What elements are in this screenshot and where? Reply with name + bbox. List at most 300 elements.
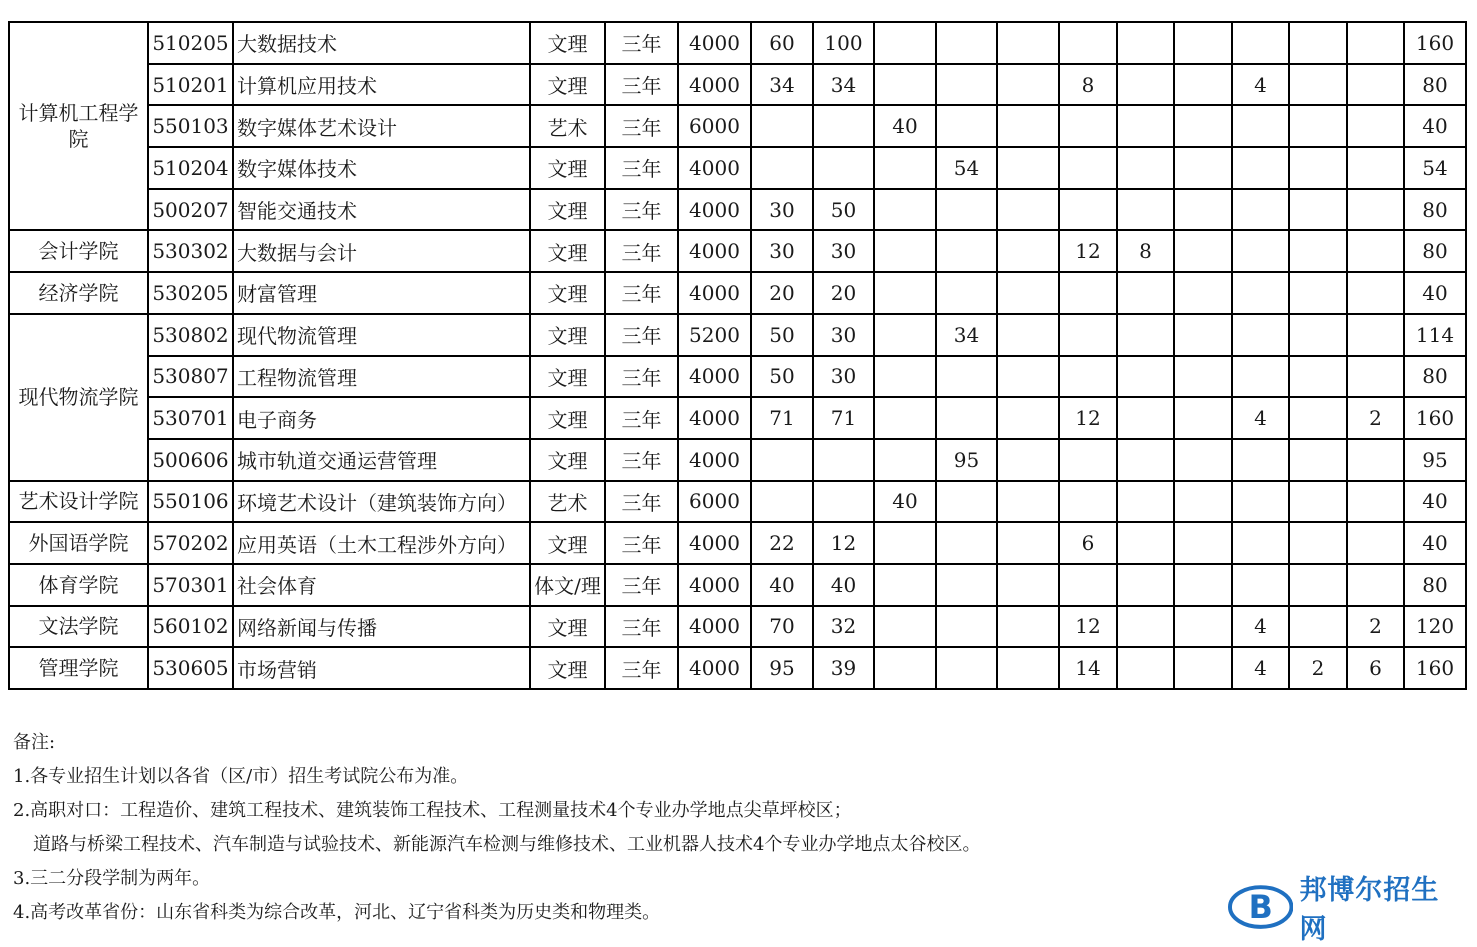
quota-cell: 30 (751, 230, 813, 272)
duration-cell: 三年 (605, 64, 678, 106)
quota-cell (1117, 564, 1174, 606)
quota-cell (1117, 147, 1174, 189)
quota-cell: 95 (751, 647, 813, 689)
college-cell: 现代物流学院 (9, 314, 148, 481)
quota-cell (997, 397, 1059, 439)
quota-cell (997, 230, 1059, 272)
table-row (9, 22, 1466, 64)
quota-cell (1174, 272, 1232, 314)
quota-cell: 30 (813, 314, 874, 356)
quota-cell: 50 (813, 189, 874, 231)
quota-cell: 20 (813, 272, 874, 314)
tuition-cell: 4000 (678, 230, 751, 272)
quota-cell (997, 189, 1059, 231)
tuition-cell: 4000 (678, 64, 751, 106)
quota-cell (936, 522, 997, 564)
table-body (9, 22, 1466, 689)
quota-cell (1059, 22, 1117, 64)
table-row (9, 481, 1466, 523)
quota-cell (1174, 64, 1232, 106)
quota-cell (936, 647, 997, 689)
quota-cell (936, 189, 997, 231)
quota-cell (1059, 147, 1117, 189)
major-code-cell: 530802 (148, 314, 233, 356)
duration-cell: 三年 (605, 564, 678, 606)
quota-cell (1059, 564, 1117, 606)
major-code-cell: 530205 (148, 272, 233, 314)
watermark-text: 邦博尔招生网 (1299, 875, 1440, 945)
table-row (9, 147, 1466, 189)
quota-cell (1232, 481, 1289, 523)
quota-cell (1289, 230, 1347, 272)
quota-cell (1232, 522, 1289, 564)
quota-cell (1289, 397, 1347, 439)
note-item: 2.高职对口：工程造价、建筑工程技术、建筑装饰工程技术、工程测量技术4个专业办学地点尖草坪校区； (13, 800, 852, 821)
total-cell: 160 (1404, 397, 1466, 439)
duration-cell: 三年 (605, 481, 678, 523)
major-name-cell: 现代物流管理 (233, 314, 530, 356)
quota-cell: 32 (813, 606, 874, 648)
quota-cell (997, 439, 1059, 481)
quota-cell (1174, 522, 1232, 564)
total-cell: 40 (1404, 481, 1466, 523)
quota-cell: 71 (813, 397, 874, 439)
quota-cell (1117, 647, 1174, 689)
quota-cell (1289, 272, 1347, 314)
quota-cell: 4 (1232, 606, 1289, 648)
quota-cell (1059, 356, 1117, 398)
duration-cell: 三年 (605, 439, 678, 481)
quota-cell (1174, 647, 1232, 689)
major-code-cell: 500207 (148, 189, 233, 231)
quota-cell: 14 (1059, 647, 1117, 689)
major-code-cell: 570202 (148, 522, 233, 564)
quota-cell (936, 564, 997, 606)
major-name-cell: 电子商务 (233, 397, 530, 439)
quota-cell: 2 (1347, 397, 1404, 439)
quota-cell (997, 272, 1059, 314)
category-cell: 艺术 (530, 105, 605, 147)
quota-cell: 30 (813, 356, 874, 398)
quota-cell (1174, 230, 1232, 272)
quota-cell (1174, 564, 1232, 606)
category-cell: 文理 (530, 272, 605, 314)
category-cell: 文理 (530, 397, 605, 439)
quota-cell: 12 (1059, 230, 1117, 272)
quota-cell: 40 (813, 564, 874, 606)
quota-cell (936, 64, 997, 106)
major-name-cell: 社会体育 (233, 564, 530, 606)
quota-cell (997, 606, 1059, 648)
tuition-cell: 6000 (678, 105, 751, 147)
quota-cell (1174, 314, 1232, 356)
watermark-logo (1228, 875, 1466, 945)
quota-cell (1059, 314, 1117, 356)
quota-cell (997, 314, 1059, 356)
category-cell: 文理 (530, 64, 605, 106)
quota-cell (1347, 64, 1404, 106)
quota-cell (1347, 439, 1404, 481)
tuition-cell: 4000 (678, 272, 751, 314)
table-row (9, 189, 1466, 231)
college-cell: 管理学院 (9, 647, 148, 689)
notes-heading: 备注: (13, 732, 56, 753)
total-cell: 80 (1404, 230, 1466, 272)
total-cell: 40 (1404, 522, 1466, 564)
category-cell: 文理 (530, 147, 605, 189)
quota-cell (1174, 147, 1232, 189)
duration-cell: 三年 (605, 105, 678, 147)
quota-cell (1347, 22, 1404, 64)
quota-cell (1289, 481, 1347, 523)
major-code-cell: 550106 (148, 481, 233, 523)
quota-cell (874, 522, 936, 564)
category-cell: 文理 (530, 647, 605, 689)
duration-cell: 三年 (605, 606, 678, 648)
tuition-cell: 4000 (678, 356, 751, 398)
quota-cell (874, 64, 936, 106)
quota-cell (1289, 314, 1347, 356)
duration-cell: 三年 (605, 356, 678, 398)
total-cell: 40 (1404, 105, 1466, 147)
category-cell: 文理 (530, 314, 605, 356)
quota-cell: 40 (874, 481, 936, 523)
category-cell: 文理 (530, 356, 605, 398)
note-item: 4.高考改革省份：山东省科类为综合改革，河北、辽宁省科类为历史类和物理类。 (13, 902, 661, 923)
quota-cell (1174, 189, 1232, 231)
duration-cell: 三年 (605, 522, 678, 564)
college-cell: 外国语学院 (9, 522, 148, 564)
quota-cell (874, 356, 936, 398)
duration-cell: 三年 (605, 314, 678, 356)
note-item: 1.各专业招生计划以各省（区/市）招生考试院公布为准。 (13, 766, 469, 787)
major-code-cell: 560102 (148, 606, 233, 648)
quota-cell (751, 439, 813, 481)
quota-cell (1347, 314, 1404, 356)
quota-cell (1289, 22, 1347, 64)
quota-cell (997, 564, 1059, 606)
major-name-cell: 数字媒体艺术设计 (233, 105, 530, 147)
quota-cell (1059, 189, 1117, 231)
duration-cell: 三年 (605, 272, 678, 314)
quota-cell (751, 105, 813, 147)
major-code-cell: 570301 (148, 564, 233, 606)
major-code-cell: 510205 (148, 22, 233, 64)
total-cell: 80 (1404, 64, 1466, 106)
quota-cell: 8 (1059, 64, 1117, 106)
quota-cell: 12 (1059, 606, 1117, 648)
table-row (9, 522, 1466, 564)
total-cell: 40 (1404, 272, 1466, 314)
quota-cell: 4 (1232, 647, 1289, 689)
quota-cell (1232, 356, 1289, 398)
svg-text:B: B (1248, 889, 1273, 926)
quota-cell (1117, 522, 1174, 564)
quota-cell (1289, 64, 1347, 106)
quota-cell (1347, 356, 1404, 398)
major-name-cell: 智能交通技术 (233, 189, 530, 231)
quota-cell (1232, 314, 1289, 356)
major-code-cell: 530605 (148, 647, 233, 689)
quota-cell (1347, 230, 1404, 272)
major-name-cell: 网络新闻与传播 (233, 606, 530, 648)
tuition-cell: 4000 (678, 522, 751, 564)
quota-cell (1289, 439, 1347, 481)
quota-cell: 6 (1059, 522, 1117, 564)
quota-cell (1174, 439, 1232, 481)
total-cell: 160 (1404, 22, 1466, 64)
major-code-cell: 530701 (148, 397, 233, 439)
quota-cell (1117, 272, 1174, 314)
quota-cell: 34 (813, 64, 874, 106)
duration-cell: 三年 (605, 22, 678, 64)
quota-cell (813, 147, 874, 189)
table-row (9, 606, 1466, 648)
quota-cell (1232, 564, 1289, 606)
quota-cell (1289, 606, 1347, 648)
quota-cell (936, 230, 997, 272)
quota-cell: 22 (751, 522, 813, 564)
total-cell: 80 (1404, 564, 1466, 606)
quota-cell (874, 272, 936, 314)
quota-cell (813, 439, 874, 481)
quota-cell (1232, 105, 1289, 147)
tuition-cell: 4000 (678, 647, 751, 689)
table-row (9, 314, 1466, 356)
quota-cell (1347, 481, 1404, 523)
tuition-cell: 4000 (678, 189, 751, 231)
college-cell: 会计学院 (9, 230, 148, 272)
table-row (9, 439, 1466, 481)
quota-cell (997, 22, 1059, 64)
quota-cell (997, 105, 1059, 147)
quota-cell (874, 22, 936, 64)
quota-cell (1232, 272, 1289, 314)
tuition-cell: 4000 (678, 564, 751, 606)
quota-cell (751, 147, 813, 189)
quota-cell (1232, 230, 1289, 272)
quota-cell (997, 481, 1059, 523)
note-item: 3.三二分段学制为两年。 (13, 868, 211, 889)
quota-cell (1289, 564, 1347, 606)
quota-cell (1174, 606, 1232, 648)
major-code-cell: 510201 (148, 64, 233, 106)
quota-cell: 6 (1347, 647, 1404, 689)
major-name-cell: 数字媒体技术 (233, 147, 530, 189)
quota-cell: 70 (751, 606, 813, 648)
quota-cell (1289, 189, 1347, 231)
table-row (9, 272, 1466, 314)
quota-cell: 34 (751, 64, 813, 106)
quota-cell (874, 564, 936, 606)
tuition-cell: 6000 (678, 481, 751, 523)
major-name-cell: 计算机应用技术 (233, 64, 530, 106)
table-row (9, 647, 1466, 689)
quota-cell: 60 (751, 22, 813, 64)
quota-cell (936, 272, 997, 314)
quota-cell (997, 356, 1059, 398)
quota-cell (936, 356, 997, 398)
quota-cell (1347, 105, 1404, 147)
quota-cell: 30 (751, 189, 813, 231)
category-cell: 文理 (530, 189, 605, 231)
category-cell: 文理 (530, 606, 605, 648)
quota-cell (1059, 439, 1117, 481)
major-name-cell: 应用英语（土木工程涉外方向） (233, 522, 530, 564)
quota-cell: 8 (1117, 230, 1174, 272)
quota-cell (1347, 564, 1404, 606)
category-cell: 文理 (530, 230, 605, 272)
quota-cell (1059, 481, 1117, 523)
quota-cell (874, 314, 936, 356)
quota-cell (1117, 356, 1174, 398)
major-name-cell: 工程物流管理 (233, 356, 530, 398)
quota-cell (1117, 481, 1174, 523)
major-code-cell: 510204 (148, 147, 233, 189)
quota-cell (1347, 147, 1404, 189)
quota-cell (874, 147, 936, 189)
duration-cell: 三年 (605, 189, 678, 231)
table-row (9, 564, 1466, 606)
quota-cell (1232, 22, 1289, 64)
college-cell: 经济学院 (9, 272, 148, 314)
tuition-cell: 5200 (678, 314, 751, 356)
quota-cell: 30 (813, 230, 874, 272)
category-cell: 文理 (530, 439, 605, 481)
quota-cell (874, 439, 936, 481)
college-cell: 文法学院 (9, 606, 148, 648)
major-name-cell: 城市轨道交通运营管理 (233, 439, 530, 481)
total-cell: 80 (1404, 189, 1466, 231)
quota-cell (1174, 481, 1232, 523)
table-row (9, 105, 1466, 147)
major-name-cell: 财富管理 (233, 272, 530, 314)
table-row (9, 230, 1466, 272)
duration-cell: 三年 (605, 230, 678, 272)
quota-cell (1347, 272, 1404, 314)
tuition-cell: 4000 (678, 147, 751, 189)
quota-cell: 34 (936, 314, 997, 356)
major-name-cell: 环境艺术设计（建筑装饰方向） (233, 481, 530, 523)
quota-cell: 4 (1232, 64, 1289, 106)
quota-cell: 71 (751, 397, 813, 439)
major-name-cell: 大数据技术 (233, 22, 530, 64)
quota-cell (874, 189, 936, 231)
total-cell: 160 (1404, 647, 1466, 689)
quota-cell: 50 (751, 314, 813, 356)
note-item: 道路与桥梁工程技术、汽车制造与试验技术、新能源汽车检测与维修技术、工业机器人技术4个专业办学地点太谷校区。 (33, 834, 981, 855)
quota-cell: 95 (936, 439, 997, 481)
quota-cell: 2 (1289, 647, 1347, 689)
quota-cell (1059, 105, 1117, 147)
quota-cell: 12 (813, 522, 874, 564)
quota-cell: 20 (751, 272, 813, 314)
quota-cell: 40 (751, 564, 813, 606)
quota-cell (997, 147, 1059, 189)
college-cell: 体育学院 (9, 564, 148, 606)
quota-cell (1117, 64, 1174, 106)
major-code-cell: 500606 (148, 439, 233, 481)
quota-cell (1059, 272, 1117, 314)
quota-cell: 39 (813, 647, 874, 689)
quota-cell: 100 (813, 22, 874, 64)
quota-cell (874, 647, 936, 689)
tuition-cell: 4000 (678, 606, 751, 648)
duration-cell: 三年 (605, 397, 678, 439)
quota-cell (874, 397, 936, 439)
quota-cell (1289, 147, 1347, 189)
category-cell: 艺术 (530, 481, 605, 523)
duration-cell: 三年 (605, 147, 678, 189)
quota-cell (1232, 439, 1289, 481)
quota-cell (1174, 397, 1232, 439)
total-cell: 120 (1404, 606, 1466, 648)
quota-cell (1347, 189, 1404, 231)
quota-cell (1117, 314, 1174, 356)
quota-cell (874, 606, 936, 648)
category-cell: 体文/理 (530, 564, 605, 606)
total-cell: 95 (1404, 439, 1466, 481)
quota-cell: 40 (874, 105, 936, 147)
quota-cell (1347, 522, 1404, 564)
table-row (9, 397, 1466, 439)
quota-cell (936, 105, 997, 147)
total-cell: 80 (1404, 356, 1466, 398)
table-row (9, 356, 1466, 398)
quota-cell (1174, 356, 1232, 398)
b-logo-icon (1228, 885, 1293, 929)
quota-cell (1232, 189, 1289, 231)
quota-cell (1117, 606, 1174, 648)
quota-cell (936, 397, 997, 439)
quota-cell (1117, 22, 1174, 64)
quota-cell: 4 (1232, 397, 1289, 439)
total-cell: 114 (1404, 314, 1466, 356)
quota-cell (936, 606, 997, 648)
quota-cell (997, 647, 1059, 689)
tuition-cell: 4000 (678, 439, 751, 481)
quota-cell (936, 481, 997, 523)
quota-cell (1117, 189, 1174, 231)
major-code-cell: 550103 (148, 105, 233, 147)
tuition-cell: 4000 (678, 22, 751, 64)
quota-cell (1174, 105, 1232, 147)
quota-cell (1289, 522, 1347, 564)
quota-cell (936, 22, 997, 64)
notes-section (13, 726, 980, 930)
major-code-cell: 530302 (148, 230, 233, 272)
category-cell: 文理 (530, 22, 605, 64)
college-cell: 计算机工程学院 (9, 22, 148, 230)
college-cell: 艺术设计学院 (9, 481, 148, 523)
quota-cell (997, 64, 1059, 106)
category-cell: 文理 (530, 522, 605, 564)
tuition-cell: 4000 (678, 397, 751, 439)
quota-cell: 54 (936, 147, 997, 189)
quota-cell (751, 481, 813, 523)
quota-cell (1174, 22, 1232, 64)
quota-cell (997, 522, 1059, 564)
quota-cell (874, 230, 936, 272)
quota-cell: 50 (751, 356, 813, 398)
major-name-cell: 市场营销 (233, 647, 530, 689)
major-code-cell: 530807 (148, 356, 233, 398)
major-name-cell: 大数据与会计 (233, 230, 530, 272)
duration-cell: 三年 (605, 647, 678, 689)
quota-cell (813, 105, 874, 147)
quota-cell: 12 (1059, 397, 1117, 439)
quota-cell (1289, 105, 1347, 147)
